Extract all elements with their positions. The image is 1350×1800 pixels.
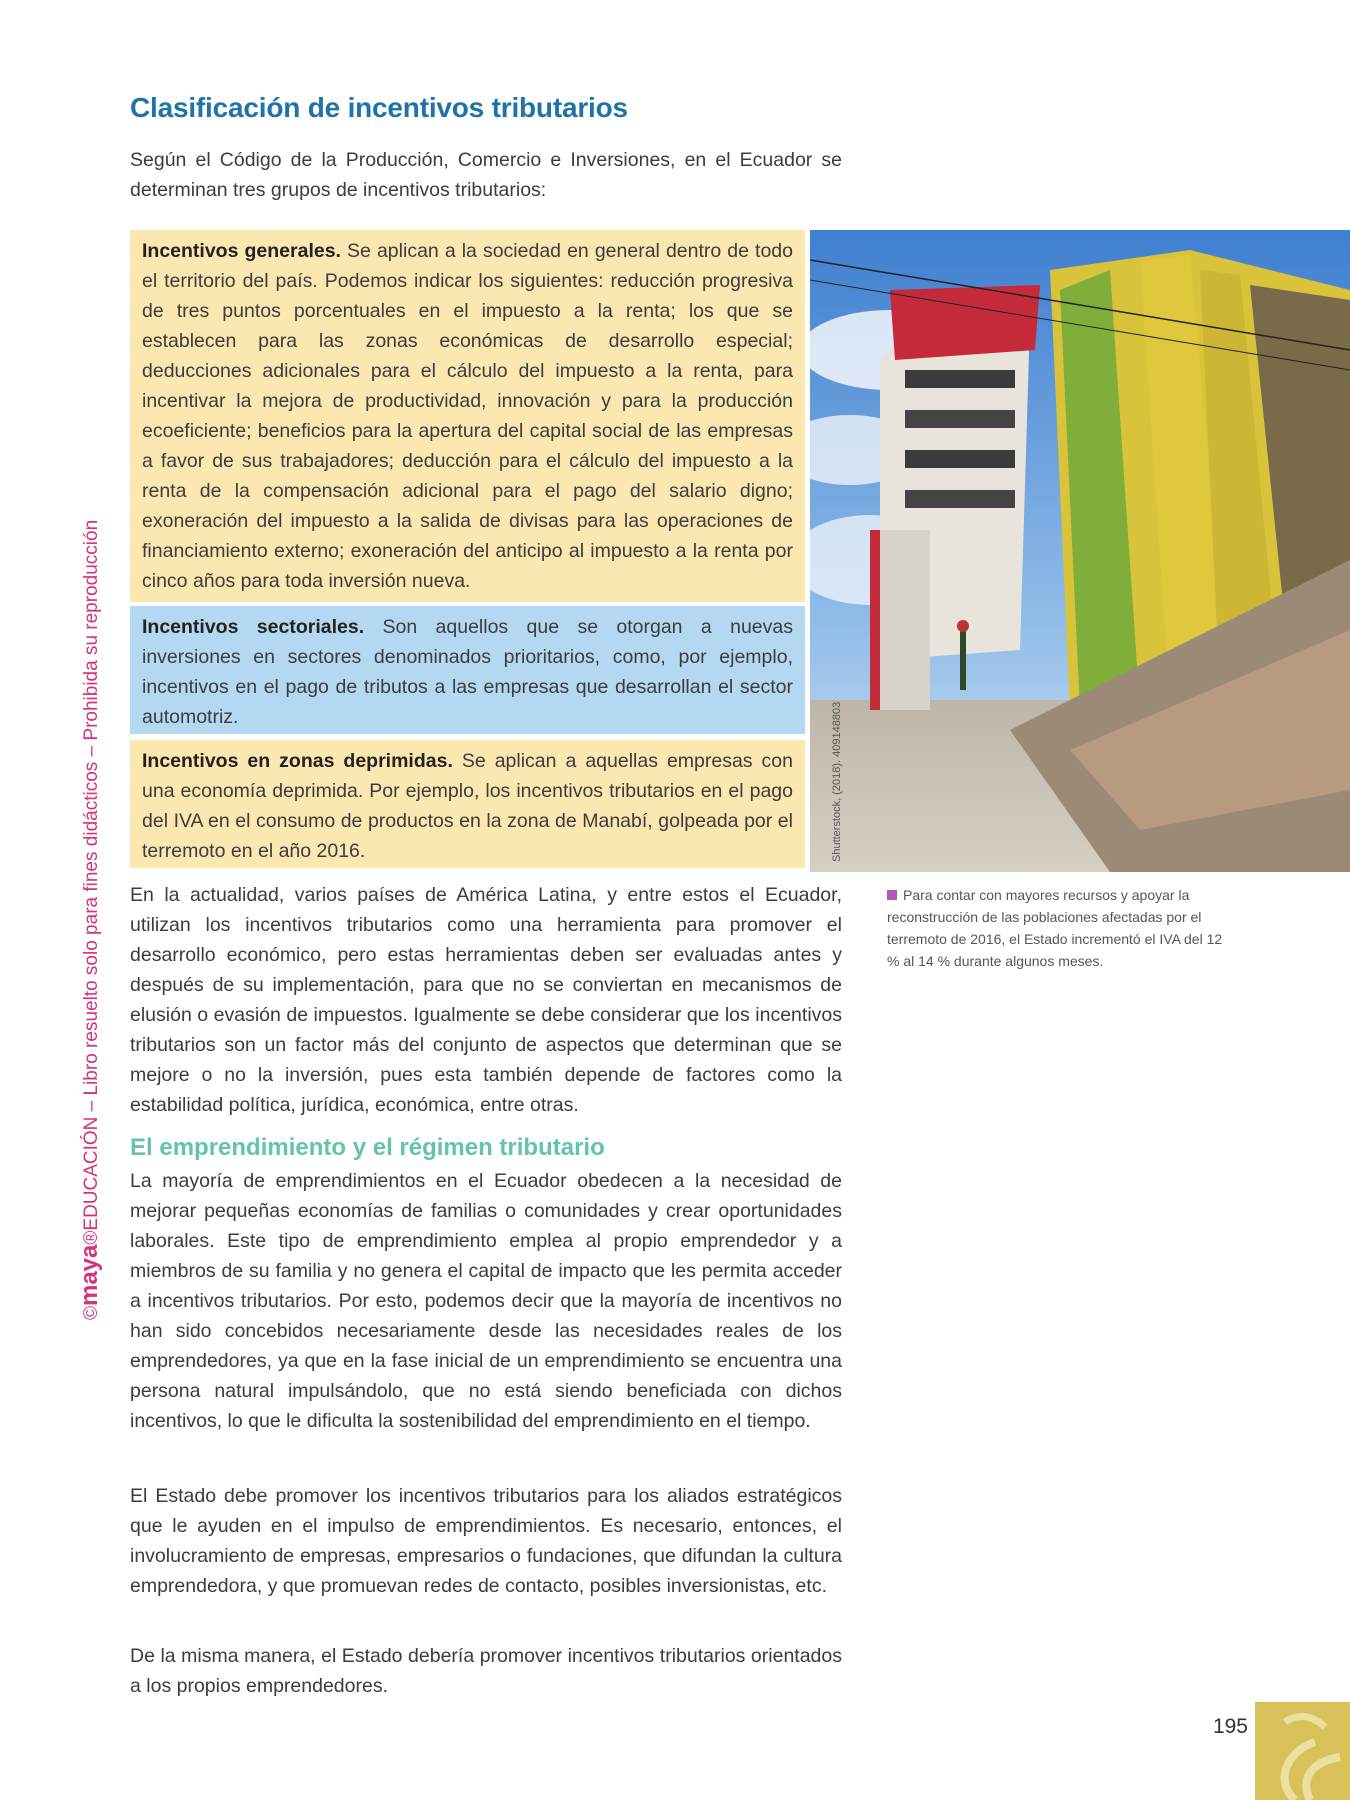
incentivos-sectoriales-box [130, 606, 805, 734]
box-title: Incentivos generales. [142, 240, 341, 262]
box-text: Son aquellos que se otorgan a nuevas inversiones en sectores denominados prioritarios, como, por ejemplo, incentivos en el pago de tributos a las empresas que desarrollan el sector automotriz. [142, 616, 793, 728]
sidebar-text: ®EDUCACIÓN – Libro resuelto solo para fines didácticos – Prohibida su reproducción [81, 519, 102, 1245]
photo-caption [887, 884, 1227, 972]
corner-decoration-icon [1255, 1702, 1350, 1800]
caption-square-icon [887, 890, 897, 900]
copyright-symbol: © [81, 1306, 102, 1320]
brand-logo: maya [76, 1244, 103, 1306]
section-heading: Clasificación de incentivos tributarios [130, 92, 628, 123]
incentivos-generales-box [130, 230, 805, 602]
caption-text: Para contar con mayores recursos y apoyar la reconstrucción de las poblaciones afectadas por el terremoto de 2016, el Estado incrementó el IVA del 12 % al 14 % durante algunos meses. [887, 887, 1223, 969]
box-title: Incentivos sectoriales. [142, 616, 365, 638]
body-paragraph-3: De la misma manera, el Estado debería promover incentivos tributarios orientados a los propios emprendedores. [130, 1645, 842, 1697]
earthquake-photo [810, 230, 1350, 872]
body-paragraph-2: El Estado debe promover los incentivos tributarios para los aliados estratégicos que le ayuden en el impulso de emprendimientos. Es necesario, entonces, el involucramiento de empresas, empresarios o fundaciones, que difundan la cultura emprendedora, y que promuevan redes de contacto, posibles inversionistas, etc. [130, 1485, 842, 1597]
photo-credit: Shutterstock, (2018). 409148803 [831, 701, 843, 862]
box-text: Se aplican a aquellas empresas con una economía deprimida. Por ejemplo, los incentivos tributarios en el pago del IVA en el consumo de productos en la zona de Manabí, golpeada por el terremoto en el año 2016. [142, 750, 793, 862]
body-paragraph-1: La mayoría de emprendimientos en el Ecuador obedecen a la necesidad de mejorar pequeñas economías de familias o comunidades y crear oportunidades laborales. Este tipo de emprendimiento emplea al propio emprendedor y a miembros de su familia y no genera el capital de impacto que les permita acceder a incentivos tributarios. Por esto, podemos decir que la mayoría de incentivos no han sido concebidos necesariamente desde las necesidades reales de los emprendedores, ya que en la fase inicial de un emprendimiento se encuentra una persona natural impulsándolo, que no está siendo beneficiada con dichos incentivos, lo que le dificulta la sostenibilidad del emprendimiento en el tiempo. [130, 1170, 842, 1432]
intro-paragraph: Según el Código de la Producción, Comercio e Inversiones, en el Ecuador se determinan tres grupos de incentivos tributarios: [130, 149, 842, 201]
incentivos-zonas-deprimidas-box [130, 740, 805, 868]
page-number: 195 [1212, 1715, 1248, 1738]
box-title: Incentivos en zonas deprimidas. [142, 750, 453, 772]
box-text: Se aplican a la sociedad en general dentro de todo el territorio del país. Podemos indicar los siguientes: reducción progresiva de tres puntos porcentuales en el impuesto a la renta; los que se establecen para las zonas económicas de desarrollo especial; deducciones adicionales para el cálculo del impuesto a la renta, para incentivar la mejora de productividad, innovación y para la producción ecoeficiente; beneficios para la apertura del capital social de las empresas a favor de sus trabajadores; deducción para el cálculo del impuesto a la renta de la compensación adicional para el pago del salario digno; exoneración del impuesto a la salida de divisas para las operaciones de financiamiento externo; exoneración del anticipo al impuesto a la renta por cinco años para toda inversión nueva. [142, 240, 793, 592]
sidebar-copyright [76, 520, 104, 1320]
actualidad-paragraph: En la actualidad, varios países de América Latina, y entre estos el Ecuador, utilizan los incentivos tributarios como una herramienta para promover el desarrollo económico, pero estas herramientas deben ser evaluadas antes y después de su implementación, para que no se conviertan en mecanismos de elusión o evasión de impuestos. Igualmente se debe considerar que los incentivos tributarios son un factor más del conjunto de aspectos que determinan que se mejore o no la inversión, pues esta también depende de factores como la estabilidad política, jurídica, económica, entre otras. [130, 884, 842, 1116]
subsection-heading: El emprendimiento y el régimen tributario [130, 1134, 605, 1161]
